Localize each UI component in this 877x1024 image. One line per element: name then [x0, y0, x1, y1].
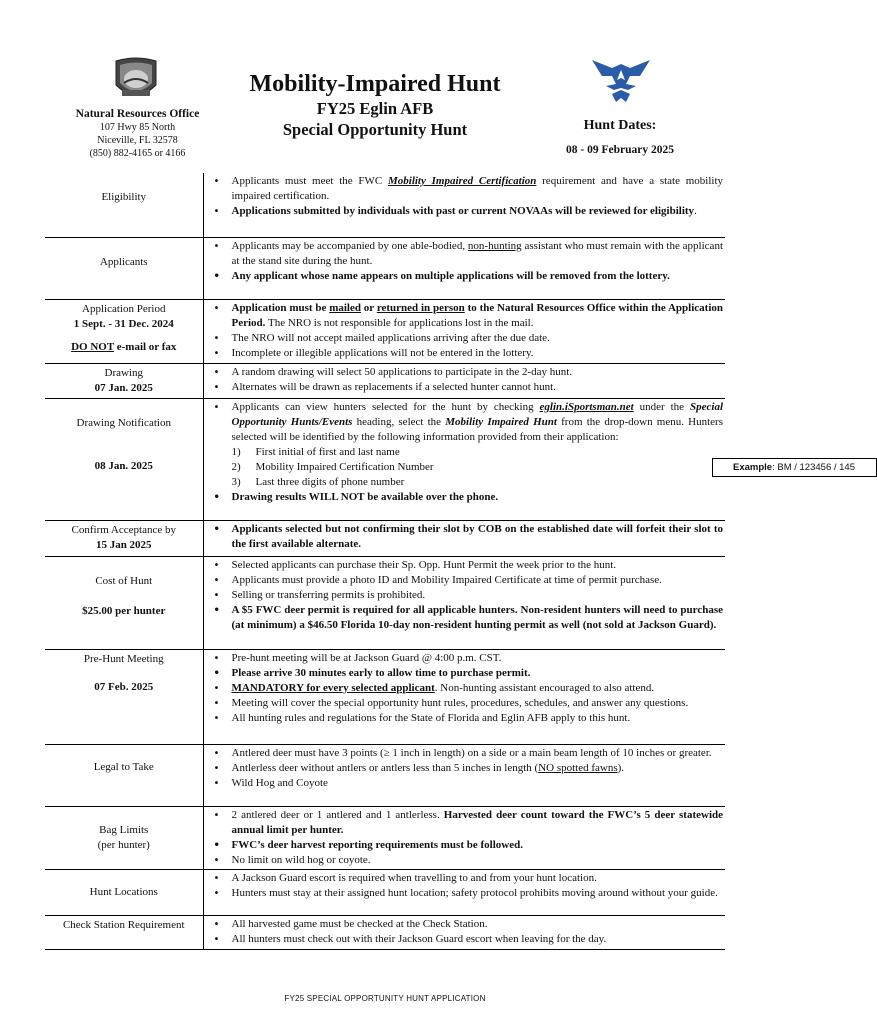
text: Applicants must meet the FWC	[231, 175, 388, 187]
row-confirm-acceptance	[45, 520, 725, 556]
text: : BM / 123456 / 145	[772, 461, 855, 473]
text: Example	[733, 461, 773, 473]
list-item	[231, 460, 855, 475]
identification-list	[231, 445, 855, 490]
list-item: • Selected applicants can purchase their Sp. Opp. Hunt Permit the week prior to the hunt.	[204, 558, 724, 573]
text: or	[360, 301, 377, 314]
certification-text: Mobility Impaired Certification	[387, 175, 537, 187]
list-item: • Meeting will cover the special opportunity hunt rules, procedures, schedules, and answer any questions.	[204, 696, 724, 711]
office-address-line2: Niceville, FL 32578	[97, 135, 178, 146]
row-hunt-locations	[45, 869, 725, 915]
row-label-cell	[45, 398, 203, 520]
pre-hunt-date: 07 Feb. 2025	[94, 680, 154, 693]
row-label-cell	[45, 915, 203, 949]
row-label-cell	[45, 869, 203, 915]
text: . Non-hunting assistant encouraged to also attend.	[434, 681, 655, 694]
list-item: • Incomplete or illegible applications will not be entered in the lottery.	[204, 346, 724, 361]
text: MANDATORY for every selected applicant	[231, 681, 435, 694]
text: Harvested deer count toward the FWC’s 5 deer statewide annual limit per hunter.	[231, 808, 724, 836]
row-label-applicants: Applicants	[99, 255, 148, 268]
row-label-cell	[45, 173, 203, 237]
text: Mobility Impaired Hunt	[445, 415, 557, 428]
text: Applicants may be accompanied by one able-bodied,	[231, 239, 468, 252]
text: The NRO is not responsible for applications lost in the mail.	[265, 316, 534, 329]
no-email-note	[47, 340, 201, 355]
spacer	[47, 667, 201, 680]
row-content-cell	[203, 173, 725, 237]
office-info	[50, 108, 225, 160]
text: Special Opportunity Hunts/Events	[231, 400, 723, 428]
cost-price: $25.00 per hunter	[82, 604, 166, 617]
list-item	[204, 761, 724, 776]
air-force-symbol-icon	[590, 54, 652, 106]
text: non-hunting	[467, 239, 522, 252]
row-application-period	[45, 299, 725, 363]
row-content-cell	[203, 556, 725, 649]
row-content-cell	[203, 520, 725, 556]
application-period-dates: 1 Sept. - 31 Dec. 2024	[73, 317, 174, 330]
page-title: Mobility-Impaired Hunt	[249, 71, 501, 97]
list-item: • Any applicant whose name appears on multiple applications will be removed from the lottery.	[204, 269, 724, 284]
title-block	[225, 70, 525, 140]
list-item	[204, 174, 724, 204]
list-item: • No limit on wild hog or coyote.	[204, 853, 724, 868]
row-label-check-station: Check Station Requirement	[62, 918, 185, 931]
row-label-locations: Hunt Locations	[89, 885, 158, 898]
list-item: • FWC’s deer harvest reporting requirements must be followed.	[204, 838, 724, 853]
text: .	[694, 205, 697, 217]
text: ).	[617, 761, 625, 774]
example-box	[712, 458, 877, 477]
row-content-cell	[203, 869, 725, 915]
text: Antlerless deer without antlers or antlers less than 5 inches in length (	[231, 761, 539, 774]
row-check-station	[45, 915, 725, 949]
hunt-info-table	[45, 173, 855, 950]
text: Application must be	[231, 301, 330, 314]
row-label-pre-hunt: Pre-Hunt Meeting	[83, 652, 164, 665]
text: 3)	[231, 475, 241, 488]
page-subtitle-2: Special Opportunity Hunt	[282, 120, 468, 139]
row-label-cell	[45, 649, 203, 744]
spacer	[47, 589, 201, 604]
list-item: • Alternates will be drawn as replacements if a selected hunter cannot hunt.	[204, 380, 724, 395]
text: returned in person	[376, 301, 465, 314]
row-label-cost: Cost of Hunt	[95, 574, 153, 587]
list-item: • All harvested game must be checked at the Check Station.	[204, 917, 724, 932]
row-applicants	[45, 237, 725, 299]
list-item	[204, 301, 724, 331]
row-label-legal: Legal to Take	[93, 760, 154, 773]
text: under the	[633, 400, 690, 413]
list-item	[232, 475, 724, 490]
row-content-cell	[203, 363, 725, 398]
text: heading, select the	[352, 415, 446, 428]
office-phone: (850) 882-4165 or 4166	[89, 148, 186, 159]
row-label-drawing: Drawing	[104, 366, 143, 379]
page-subtitle-1: FY25 Eglin AFB	[316, 99, 434, 118]
row-content-cell	[203, 806, 725, 869]
row-label-cell	[45, 556, 203, 649]
text: assistant who must remain with the applicant at the stand site during the hunt.	[231, 239, 723, 267]
list-item: • A $5 FWC deer permit is required for all applicable hunters. Non-resident hunters will need to purchase (at minimum) a $46.50 Florida 10-day non-resident hunting permit as well (not sold at Jackson Guard).	[204, 603, 724, 633]
row-label-cell	[45, 520, 203, 556]
text: 1)	[231, 445, 241, 458]
row-drawing-notification	[45, 398, 725, 520]
office-address-line1: 107 Hwy 85 North	[99, 122, 176, 133]
list-item: • All hunters must check out with their Jackson Guard escort when leaving for the day.	[204, 932, 724, 947]
text: e-mail or fax	[113, 340, 177, 353]
text: NO spotted fawns	[538, 761, 618, 774]
list-item	[204, 239, 724, 269]
list-item: • Pre-hunt meeting will be at Jackson Guard @ 4:00 p.m. CST.	[204, 651, 724, 666]
row-label-confirm: Confirm Acceptance by	[71, 523, 176, 536]
list-item: • Hunters must stay at their assigned hunt location; safety protocol prohibits moving around without your guide.	[204, 886, 724, 901]
row-eligibility	[45, 173, 725, 237]
list-item	[232, 445, 724, 460]
drawing-date: 07 Jan. 2025	[94, 381, 153, 394]
list-item: • Drawing results WILL NOT be available over the phone.	[204, 490, 724, 505]
list-item: • The NRO will not accept mailed applications arriving after the due date.	[204, 331, 724, 346]
text: DO NOT	[71, 340, 114, 353]
row-content-cell	[203, 744, 725, 806]
list-item	[204, 808, 724, 838]
list-item: • Applicants must provide a photo ID and Mobility Impaired Certificate at time of permit purchase.	[204, 573, 724, 588]
row-content-cell	[203, 398, 855, 520]
list-item: • Antlered deer must have 3 points (≥ 1 inch in length) on a side or a main beam length of 10 inches or greater.	[204, 746, 724, 761]
confirm-date: 15 Jan 2025	[95, 538, 152, 551]
text: Applications submitted by individuals with past or current NOVAAs will be reviewed for eligibility	[231, 205, 695, 217]
text: Applicants can view hunters selected for the hunt by checking	[231, 400, 540, 413]
row-pre-hunt-meeting	[45, 649, 725, 744]
row-label-bag: Bag Limits	[99, 823, 149, 836]
text: from the drop-down menu. Hunters selected will be identified by the following information provided from their application:	[231, 415, 723, 443]
row-label-eligibility: Eligibility	[101, 191, 147, 203]
list-item: • Wild Hog and Coyote	[204, 776, 724, 791]
hunt-dates-value: 08 - 09 February 2025	[566, 144, 674, 156]
page-footer: FY25 SPECIAL OPPORTUNITY HUNT APPLICATION	[284, 994, 486, 1003]
list-item: • Selling or transferring permits is prohibited.	[204, 588, 724, 603]
row-label-application-period: Application Period	[82, 302, 166, 315]
spacer	[47, 431, 201, 459]
hunt-dates	[540, 116, 700, 158]
text: 2 antlered deer or 1 antlered and 1 antlerless.	[231, 808, 444, 821]
text: mailed	[329, 301, 361, 314]
row-content-cell	[203, 237, 725, 299]
row-label-bag-sub: (per hunter)	[97, 838, 150, 851]
list-item: • Please arrive 30 minutes early to allow time to purchase permit.	[204, 666, 724, 681]
document-header	[0, 0, 770, 175]
list-item	[204, 204, 724, 219]
row-label-cell	[45, 806, 203, 869]
row-label-cell	[45, 744, 203, 806]
row-legal-to-take	[45, 744, 725, 806]
row-drawing	[45, 363, 725, 398]
text: to the Natural Resources Office within the Application Period.	[231, 301, 723, 329]
list-item: • Applicants selected but not confirming their slot by COB on the established date will forfeit their slot to the first available alternate.	[204, 522, 724, 552]
row-cost-of-hunt	[45, 556, 725, 649]
isportsman-link[interactable]: eglin.iSportsman.net	[539, 400, 634, 413]
text: Last three digits of phone number	[255, 475, 405, 488]
hunt-dates-label: Hunt Dates:	[583, 118, 657, 133]
list-item: • All hunting rules and regulations for the State of Florida and Eglin AFB apply to this hunt.	[204, 711, 724, 726]
text: Mobility Impaired Certification Number	[255, 460, 434, 473]
list-item: • A Jackson Guard escort is required when travelling to and from your hunt location.	[204, 871, 724, 886]
text: 2)	[231, 460, 241, 473]
office-name: Natural Resources Office	[75, 108, 200, 120]
row-label-cell	[45, 363, 203, 398]
notification-date: 08 Jan. 2025	[94, 459, 153, 472]
row-label-cell	[45, 237, 203, 299]
spacer	[47, 332, 201, 340]
row-label-drawing-notification: Drawing Notification	[76, 416, 171, 429]
list-item: • A random drawing will select 50 applications to participate in the 2-day hunt.	[204, 365, 724, 380]
list-item	[204, 681, 724, 696]
natural-resources-seal-icon	[110, 55, 162, 105]
row-content-cell	[203, 915, 725, 949]
row-label-cell	[45, 299, 203, 363]
row-content-cell	[203, 299, 725, 363]
row-bag-limits	[45, 806, 725, 869]
text: requirement and have a state mobility impaired certification.	[231, 175, 724, 202]
row-content-cell	[203, 649, 725, 744]
text: First initial of first and last name	[255, 445, 400, 458]
list-item	[204, 400, 855, 490]
